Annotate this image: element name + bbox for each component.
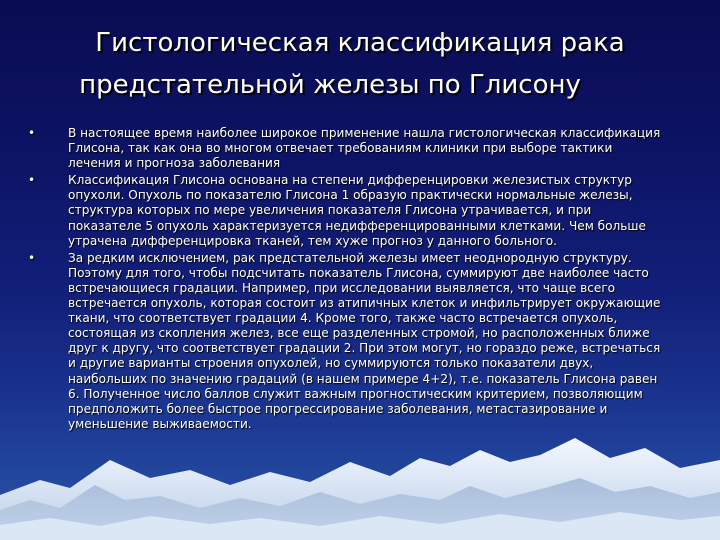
bullet-item <box>28 173 668 248</box>
bullet-item <box>28 251 668 432</box>
bullet-text: В настоящее время наиболее широкое применение нашла гистологическая классификация Глисона, так как она во многом отвечает требованиям клиники при выборе тактики лечения и прогноза заболевания <box>68 126 661 171</box>
bullet-icon: • <box>28 250 36 265</box>
bullet-icon: • <box>28 173 36 188</box>
bullet-text: За редким исключением, рак предстательной железы имеет неоднородную структуру. Поэтому для того, чтобы подсчитать показатель Глисона, суммируют две наиболее часто встречающиеся градации. Например, при исследовании выявляется, что чаще всего встречается опухоль, которая состоит из атипичных клеток и инфильтрирует окружающие ткани, что соответствует градации 4. Кроме того, также часто встречается опухоль, состоящая из скопления желез, все еще разделенных стромой, но расположенных ближе друг к другу, что соответствует градации 2. При этом могут, но гораздо реже, встречаться и другие варианты строения опухолей, но суммируются только показатели двух, наибольших по значению градаций (в нашем примере 4+2), т.е. показатель Глисона равен 6. Полученное число баллов служит важным прогностическим критерием, позволяющим предположить более быстрое прогрессирование заболевания, метастазирование и уменьшение выживаемости. <box>68 250 661 431</box>
bullet-text: Классификация Глисона основана на степени дифференцировки железистых структур опухоли. Опухоль по показателю Глисона 1 образую практически нормальные железы, структура которых по мере увеличения показателя Глисона утрачивается, и при показателе 5 опухоль характеризуется недифференцированными клетками. Чем больше утрачена дифференцировка тканей, тем хуже прогноз у данного больного. <box>68 173 646 248</box>
title-line-1: Гистологическая классификация рака <box>95 28 625 58</box>
title-line-2: предстательной железы по Глисону <box>79 70 581 100</box>
bullet-icon: • <box>28 126 36 140</box>
bullet-list <box>28 126 668 434</box>
slide-title <box>0 22 720 106</box>
bullet-item <box>28 126 668 171</box>
